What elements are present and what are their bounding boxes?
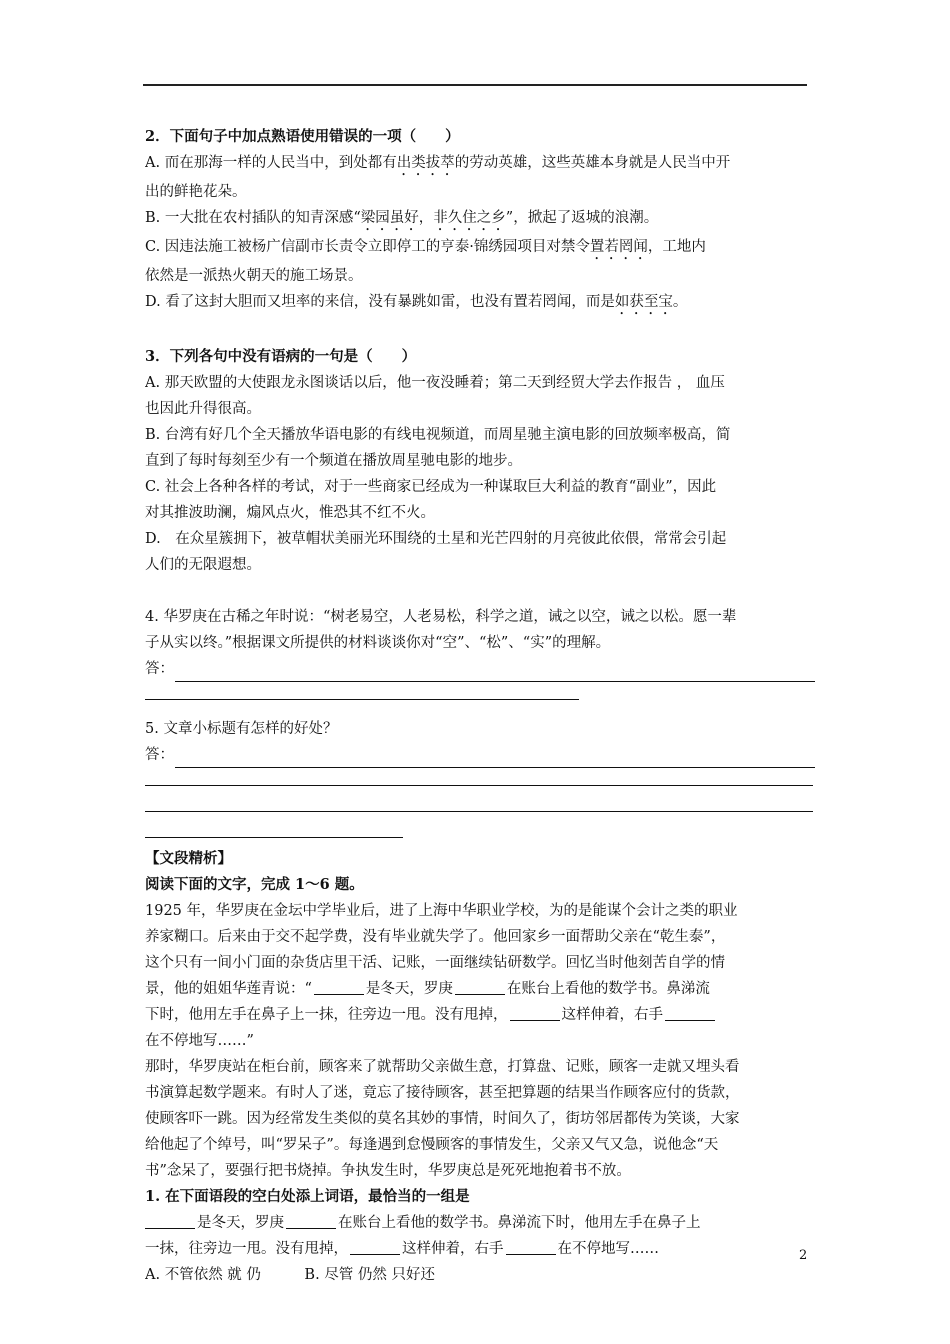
q5-answer-line-4[interactable]	[145, 820, 403, 838]
q4-answer-line-2[interactable]	[145, 682, 579, 700]
q2-option-b: B. 一大批在农村插队的知青深感“梁园虽好，非久住之乡”，掀起了返城的浪潮。	[145, 210, 659, 226]
top-rule	[143, 84, 807, 86]
passage-line: 那时，华罗庚站在柜台前，顾客来了就帮助父亲做生意，打算盘、记账，顾客一走就又埋头看	[145, 1059, 740, 1075]
question-4-line-2: 子从实以终。”根据课文所提供的材料谈谈你对“空”、“松”、“实”的理解。	[145, 635, 611, 651]
subquestion-1-stem: 1. 在下面语段的空白处添上词语，最恰当的一组是	[145, 1188, 470, 1205]
question-2-stem: 2．下面句子中加点熟语使用错误的一项（ ）	[145, 128, 460, 145]
q4-answer-line[interactable]	[145, 656, 815, 682]
subquestion-1-options: A. 不管依然 就 仍 B. 尽管 仍然 只好还	[145, 1267, 435, 1283]
q2-option-d: D. 看了这封大胆而又坦率的来信，没有暴跳如雷，也没有置若罔闻，而是如获至宝。	[145, 294, 688, 310]
passage-line: 1925 年，华罗庚在金坛中学毕业后，进了上海中华职业学校，为的是能谋个会计之类的职业	[145, 903, 738, 919]
fill-blank[interactable]	[665, 1006, 715, 1021]
fill-blank[interactable]	[145, 1214, 195, 1229]
content	[145, 124, 815, 1288]
passage-line: 在不停地写……”	[145, 1033, 254, 1049]
emphasized-idiom: 梁园虽好，非久住之乡	[360, 210, 506, 226]
passage-line: 书演算起数学题来。有时人了迷，竟忘了接待顾客，甚至把算题的结果当作顾客应付的货款，	[145, 1085, 740, 1101]
answer-blank[interactable]	[175, 664, 815, 682]
subquestion-1-line-2: 一抹，往旁边一甩。没有甩掉， 这样伸着，右手 在不停地写……	[145, 1241, 659, 1257]
section-heading: 【文段精析】	[145, 850, 232, 867]
passage-line: 养家糊口。后来由于交不起学费，没有毕业就失学了。他回家乡一面帮助父亲在“乾生泰”，	[145, 929, 726, 945]
q3-option-b-cont: 直到了每时每刻至少有一个频道在播放周星驰电影的地步。	[145, 453, 522, 469]
fill-blank[interactable]	[314, 980, 364, 995]
subquestion-1-line-1: 是冬天，罗庚 在账台上看他的数学书。鼻涕流下时，他用左手在鼻子上	[145, 1210, 815, 1236]
answer-label: 答：	[145, 661, 174, 677]
passage-line: 这个只有一间小门面的杂货店里干活、记账，一面继续钻研数学。回忆当时他刻苦自学的情	[145, 955, 725, 971]
fill-blank[interactable]	[455, 980, 505, 995]
q3-option-a: A. 那天欧盟的大使跟龙永图谈话以后，他一夜没睡着；第二天到经贸大学去作报告 ， 血压	[145, 375, 725, 391]
passage-line: 给他起了个绰号，叫“罗呆子”。每逢遇到怠慢顾客的事情发生，父亲又气又急，说他念“天	[145, 1137, 719, 1153]
question-5: 5. 文章小标题有怎样的好处？	[145, 721, 338, 737]
fill-blank[interactable]	[510, 1006, 560, 1021]
question-3-stem: 3．下列各句中没有语病的一句是（ ）	[145, 348, 417, 365]
q5-answer-line[interactable]	[145, 742, 815, 768]
answer-label: 答：	[145, 747, 174, 763]
section-instruction: 阅读下面的文字，完成 1～6 题。	[145, 876, 364, 893]
emphasized-idiom: 如获至宝	[614, 294, 673, 310]
q3-option-a-cont: 也因此升得很高。	[145, 401, 261, 417]
q3-option-b: B. 台湾有好几个全天播放华语电影的有线电视频道，而周星驰主演电影的回放频率极高，简	[145, 427, 731, 443]
q3-option-c-cont: 对其推波助澜，煽风点火，惟恐其不红不火。	[145, 505, 435, 521]
q2-option-c: C. 因违法施工被杨广信副市长责令立即停工的亨泰·锦绣园项目对禁令置若罔闻，工地内	[145, 239, 706, 255]
q2-option-c-cont: 依然是一派热火朝天的施工场景。	[145, 268, 363, 284]
answer-blank[interactable]	[175, 750, 815, 768]
fill-blank[interactable]	[506, 1240, 556, 1255]
q3-option-d-cont: 人们的无限遐想。	[145, 557, 261, 573]
q2-option-a: A. 而在那海一样的人民当中，到处都有出类拔萃的劳动英雄，这些英雄本身就是人民当中开	[145, 155, 731, 171]
passage-line: 下时，他用左手在鼻子上一抹，往旁边一甩。没有甩掉， 这样伸着，右手	[145, 1002, 815, 1028]
q5-answer-line-3[interactable]	[145, 794, 813, 812]
question-4-line-1: 4. 华罗庚在古稀之年时说：“树老易空，人老易松，科学之道，诫之以空，诫之以松。愿一辈	[145, 609, 737, 625]
q3-option-c: C. 社会上各种各样的考试，对于一些商家已经成为一种谋取巨大利益的教育“副业”，因此	[145, 479, 717, 495]
passage-line: 使顾客吓一跳。因为经常发生类似的莫名其妙的事情，时间久了，街坊邻居都传为笑谈，大家	[145, 1111, 740, 1127]
q2-option-a-cont: 出的鲜艳花朵。	[145, 184, 247, 200]
q5-answer-line-2[interactable]	[145, 768, 813, 786]
passage-line: 景，他的姐姐华莲青说：“ 是冬天，罗庚 在账台上看他的数学书。鼻涕流	[145, 981, 710, 997]
fill-blank[interactable]	[350, 1240, 400, 1255]
fill-blank[interactable]	[286, 1214, 336, 1229]
q3-option-d: D. 在众星簇拥下，被草帽状美丽光环围绕的土星和光芒四射的月亮彼此依偎，常常会引起	[145, 531, 727, 547]
emphasized-idiom: 置若罔闻	[589, 239, 648, 255]
emphasized-idiom: 出类拔萃	[396, 155, 455, 171]
page-number: 2	[799, 1248, 808, 1263]
passage-line: 书”念呆了，要强行把书烧掉。争执发生时，华罗庚总是死死地抱着书不放。	[145, 1163, 631, 1179]
